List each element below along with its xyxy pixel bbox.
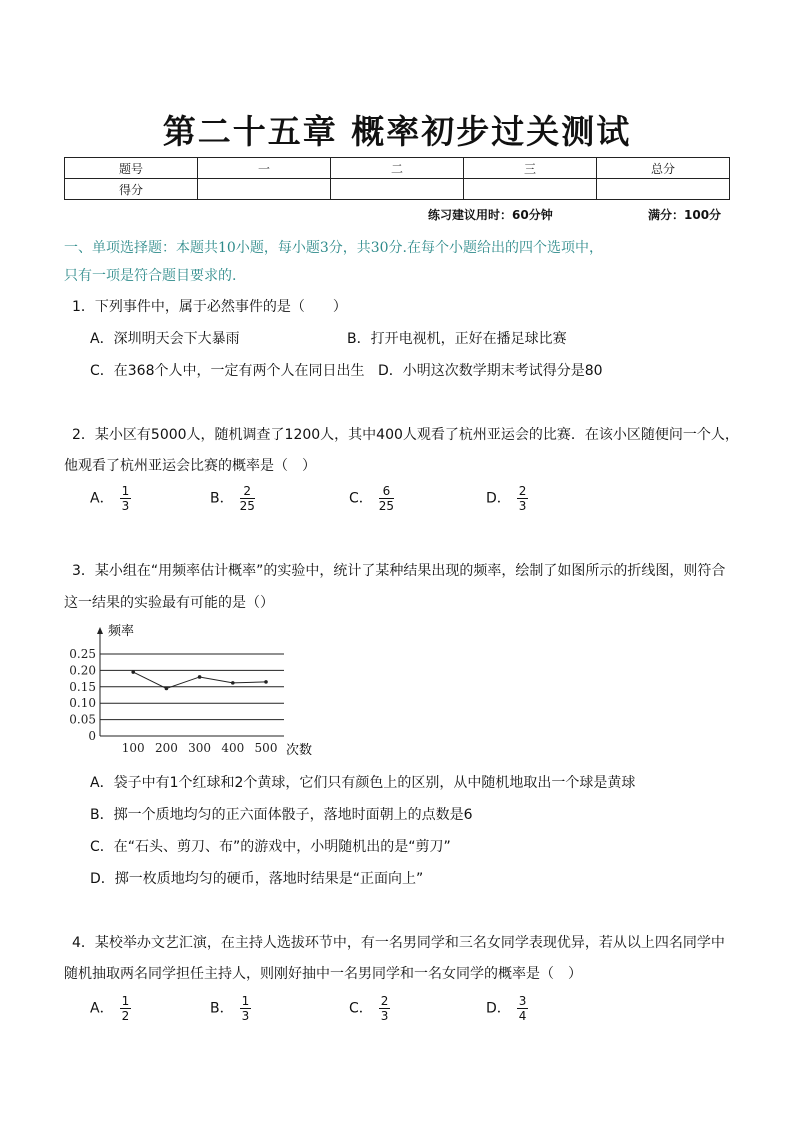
fraction [517,484,529,513]
fraction-numerator: 1 [241,994,250,1008]
score-cell: 得分 [65,179,198,200]
fraction [240,994,252,1023]
option-label: A． [90,490,114,507]
score-table-header-row [65,158,730,179]
fraction-denominator: 2 [121,1009,130,1023]
question-1-option-b[interactable]: B．打开电视机，正好在播足球比赛 [347,331,567,347]
score-table [64,157,730,200]
fraction-denominator: 4 [518,1009,527,1023]
fraction [120,994,132,1023]
option-label: B． [210,1000,234,1017]
fraction [120,484,132,513]
fraction-denominator: 3 [241,1009,250,1023]
option-label: D． [486,490,511,507]
full-score: 满分：100分 [648,208,722,222]
question-2-option-a[interactable] [90,484,131,513]
fraction-numerator: 3 [518,994,527,1008]
option-label: C． [349,1000,373,1017]
x-tick-label: 200 [154,741,178,755]
option-label: C． [349,490,373,507]
fraction-denominator: 3 [121,499,130,513]
data-point [131,670,135,674]
fraction-numerator: 2 [380,994,389,1008]
score-input-cell[interactable] [597,179,730,200]
page-title: 第二十五章 概率初步过关测试 [162,112,632,151]
score-cell: 总分 [597,158,730,179]
question-3-option-a[interactable]: A．袋子中有1个红球和2个黄球，它们只有颜色上的区别，从中随机地取出一个球是黄球 [90,775,636,791]
fraction-numerator: 6 [379,484,394,499]
question-3-stem-line: 这一结果的实验最有可能的是（） [64,595,274,611]
question-1-option-a[interactable]: A．深圳明天会下大暴雨 [90,331,240,347]
x-tick-label: 100 [121,741,145,755]
question-3-option-d[interactable]: D．掷一枚质地均匀的硬币，落地时结果是“正面向上” [90,871,424,887]
option-label: B． [210,490,234,507]
fraction-denominator: 25 [378,499,395,513]
score-input-cell[interactable] [198,179,331,200]
question-2-option-c[interactable] [349,484,394,513]
fraction [379,484,394,513]
y-tick-label: 0 [88,729,96,743]
fraction-numerator: 2 [518,484,527,498]
score-input-cell[interactable] [464,179,597,200]
score-table-score-row [65,179,730,200]
data-point [198,675,202,679]
fraction [517,994,529,1023]
x-tick-label: 500 [254,741,278,755]
y-tick-label: 0.15 [69,679,96,694]
fraction-denominator: 3 [518,499,527,513]
question-3-option-b[interactable]: B．掷一个质地均匀的正六面体骰子，落地时面朝上的点数是6 [90,807,473,823]
score-input-cell[interactable] [331,179,464,200]
y-tick-label: 0.05 [69,712,96,727]
x-tick-label: 400 [221,741,245,755]
fraction-denominator: 3 [380,1009,389,1023]
x-tick-label: 300 [188,741,212,755]
y-tick-label: 0.25 [69,647,96,661]
x-axis-label: 次数 [286,743,313,758]
fraction [240,484,255,513]
question-4-option-b[interactable] [210,994,251,1023]
question-4-stem-line: 4．某校举办文艺汇演，在主持人选拔环节中，有一名男同学和三名女同学表现优异，若从以上四名同学中 [72,935,725,951]
question-3-option-c[interactable]: C．在“石头、剪刀、布”的游戏中，小明随机出的是“剪刀” [90,839,451,855]
question-1-stem: 1．下列事件中，属于必然事件的是（ ） [72,299,347,315]
question-2-stem-line: 他观看了杭州亚运会比赛的概率是（ ） [64,458,316,474]
frequency-line-chart [64,618,334,758]
question-1-option-d[interactable]: D．小明这次数学期末考试得分是80 [378,363,603,379]
data-point [165,687,169,691]
y-tick-label: 0.20 [69,663,96,678]
score-cell: 三 [464,158,597,179]
fraction-numerator: 2 [240,484,255,499]
question-4-option-c[interactable] [349,994,390,1023]
y-axis-arrow [97,627,103,634]
question-1-option-c[interactable]: C．在368个人中，一定有两个人在同日出生 [90,363,365,379]
data-point [264,680,268,684]
score-cell: 题号 [65,158,198,179]
suggested-time: 练习建议用时：60分钟 [428,208,553,222]
section-heading-line: 只有一项是符合题目要求的. [64,268,237,284]
y-axis-label: 频率 [108,624,135,639]
question-4-stem-line: 随机抽取两名同学担任主持人，则刚好抽中一名男同学和一名女同学的概率是（ ） [64,966,582,982]
fraction-numerator: 1 [121,994,130,1008]
option-label: D． [486,1000,511,1017]
data-point [231,681,235,685]
y-tick-label: 0.10 [69,696,96,711]
fraction-denominator: 25 [239,499,255,513]
fraction [379,994,391,1023]
question-4-option-d[interactable] [486,994,528,1023]
question-2-stem-line: 2．某小区有5000人，随机调查了1200人，其中400人观看了杭州亚运会的比赛．在该小区随便问一个人， [72,427,739,443]
series-line [133,672,266,688]
question-2-option-b[interactable] [210,484,255,513]
score-cell: 一 [198,158,331,179]
question-2-option-d[interactable] [486,484,528,513]
question-4-option-a[interactable] [90,994,131,1023]
question-3-stem-line: 3．某小组在“用频率估计概率”的实验中，统计了某种结果出现的频率，绘制了如图所示的折线图，则符合 [72,563,726,579]
section-heading [64,234,734,290]
fraction-numerator: 1 [121,484,130,498]
section-heading-line: 一、单项选择题：本题共10小题，每小题3分，共30分.在每个小题给出的四个选项中， [64,240,603,256]
option-label: A． [90,1000,114,1017]
score-cell: 二 [331,158,464,179]
